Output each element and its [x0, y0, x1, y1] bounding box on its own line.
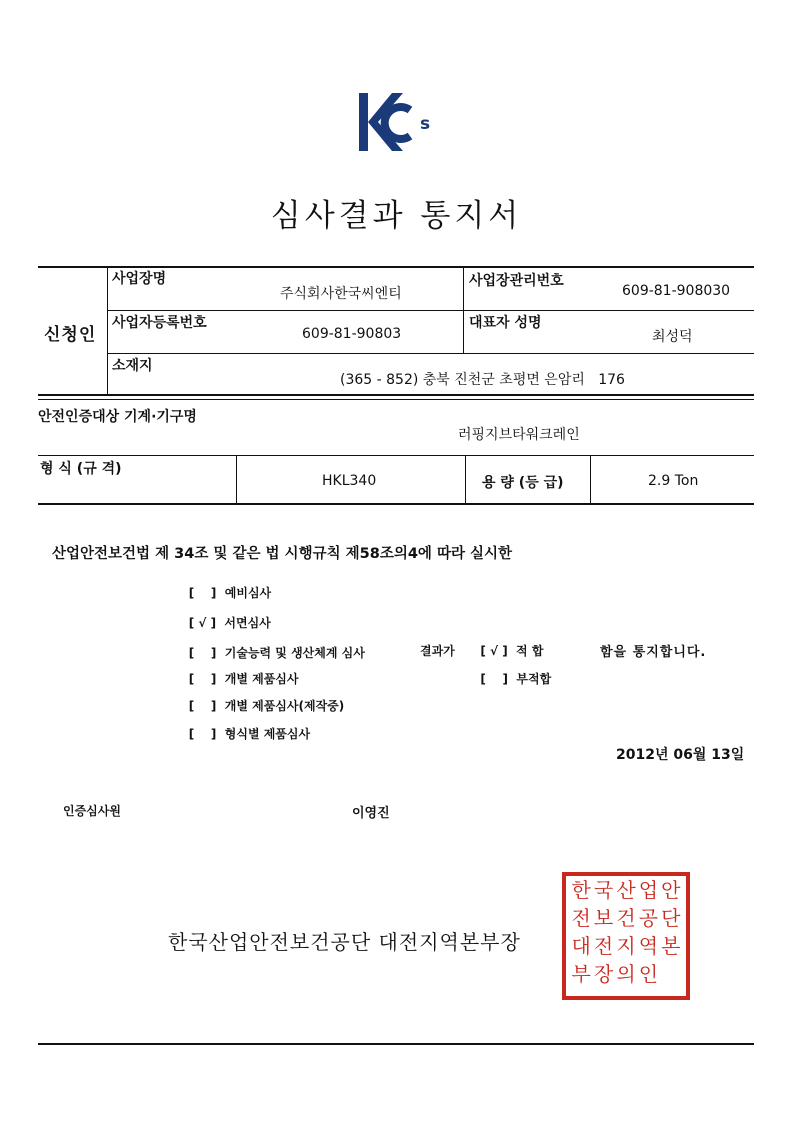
address-label: 소재지: [112, 358, 153, 374]
seal-char: 보: [593, 906, 614, 930]
seal-grid: [570, 880, 682, 992]
seal-char: 단: [661, 906, 681, 930]
business-reg-no-label: 사업자등록번호: [112, 315, 207, 331]
seal-char: 업: [638, 878, 659, 902]
seal-char: [660, 964, 682, 992]
seal-char: 산: [616, 878, 636, 902]
review-type-mark: [ ]: [188, 727, 217, 741]
business-mgmt-no-value: 609-81-908030: [622, 283, 731, 299]
inspector-label: 인증심사원: [63, 804, 121, 818]
result-option-label: 부적합: [516, 672, 552, 686]
review-type-mark: [ √ ]: [188, 616, 217, 630]
seal-char: 공: [638, 906, 659, 930]
review-type-label: 서면심사: [224, 616, 271, 630]
kcs-logo-s: s: [420, 114, 431, 134]
model-value: HKL340: [322, 473, 377, 489]
machine-name-label: 안전인증대상 기계·기구명: [38, 409, 197, 425]
seal-char: 지: [616, 934, 636, 958]
seal-char: 안: [661, 878, 681, 902]
seal-char: 전: [593, 934, 614, 958]
bottom-rule: [38, 1043, 754, 1045]
business-reg-no-value: 609-81-90803: [302, 326, 402, 342]
business-mgmt-no-label: 사업장관리번호: [469, 273, 564, 289]
review-type-label: 개별 제품심사(제작중): [224, 699, 345, 713]
review-type-item: [172, 711, 310, 756]
result-label: 결과가: [420, 644, 455, 658]
result-mark: [ ]: [480, 672, 509, 686]
review-type-mark: [ ]: [188, 672, 217, 686]
issuer-name: 한국산업안전보건공단 대전지역본부장: [168, 930, 521, 954]
review-type-mark: [ ]: [188, 586, 217, 600]
business-name-value: 주식회사한국씨엔티: [280, 286, 402, 302]
machine-name-value: 러핑지브타워크레인: [458, 427, 580, 443]
page-title: 심사결과 통지서: [270, 198, 523, 234]
capacity-label: 용 량 (등 급): [482, 475, 564, 491]
kcs-logo: [356, 90, 446, 156]
review-type-label: 예비심사: [224, 586, 272, 600]
result-option-label: 적 합: [516, 644, 544, 658]
capacity-value: 2.9 Ton: [648, 473, 699, 489]
review-type-label: 형식별 제품심사: [224, 727, 311, 741]
seal-char: 대: [571, 934, 591, 958]
applicant-label: 신청인: [44, 325, 97, 345]
model-label: 형 식 (규 격): [40, 461, 122, 477]
representative-value: 최성덕: [652, 329, 693, 345]
review-type-mark: [ ]: [188, 646, 217, 660]
result-mark: [ √ ]: [480, 644, 508, 658]
result-option-pass: [472, 628, 543, 659]
seal-char: 본: [661, 934, 681, 958]
issue-date: 2012년 06월 13일: [616, 747, 745, 763]
seal-char: 건: [616, 906, 636, 930]
review-type-label: 개별 제품심사: [224, 672, 299, 686]
seal-char: 한: [571, 878, 591, 902]
result-option-fail: [472, 656, 551, 687]
kcs-logo-icon: [356, 90, 446, 156]
review-type-label: 기술능력 및 생산체계 심사: [224, 646, 365, 660]
seal-char: 부: [571, 962, 591, 986]
seal-char: 역: [638, 934, 659, 958]
representative-label: 대표자 성명: [469, 315, 542, 331]
review-type-mark: [ ]: [188, 699, 217, 713]
business-name-label: 사업장명: [112, 271, 167, 287]
address-value: (365 - 852) 충북 진천군 초평면 은암리 176: [340, 372, 625, 388]
seal-char: 인: [638, 962, 659, 986]
seal-char: 의: [616, 962, 636, 986]
seal-char: 전: [571, 906, 591, 930]
result-notice: 함을 통지합니다.: [600, 645, 707, 660]
official-seal: [562, 872, 690, 1000]
legal-statement: 산업안전보건법 제 34조 및 같은 법 시행규칙 제58조의4에 따라 실시한: [52, 546, 513, 562]
inspector-name: 이영진: [352, 806, 390, 821]
seal-char: 국: [593, 878, 614, 902]
seal-char: 장: [593, 962, 614, 986]
